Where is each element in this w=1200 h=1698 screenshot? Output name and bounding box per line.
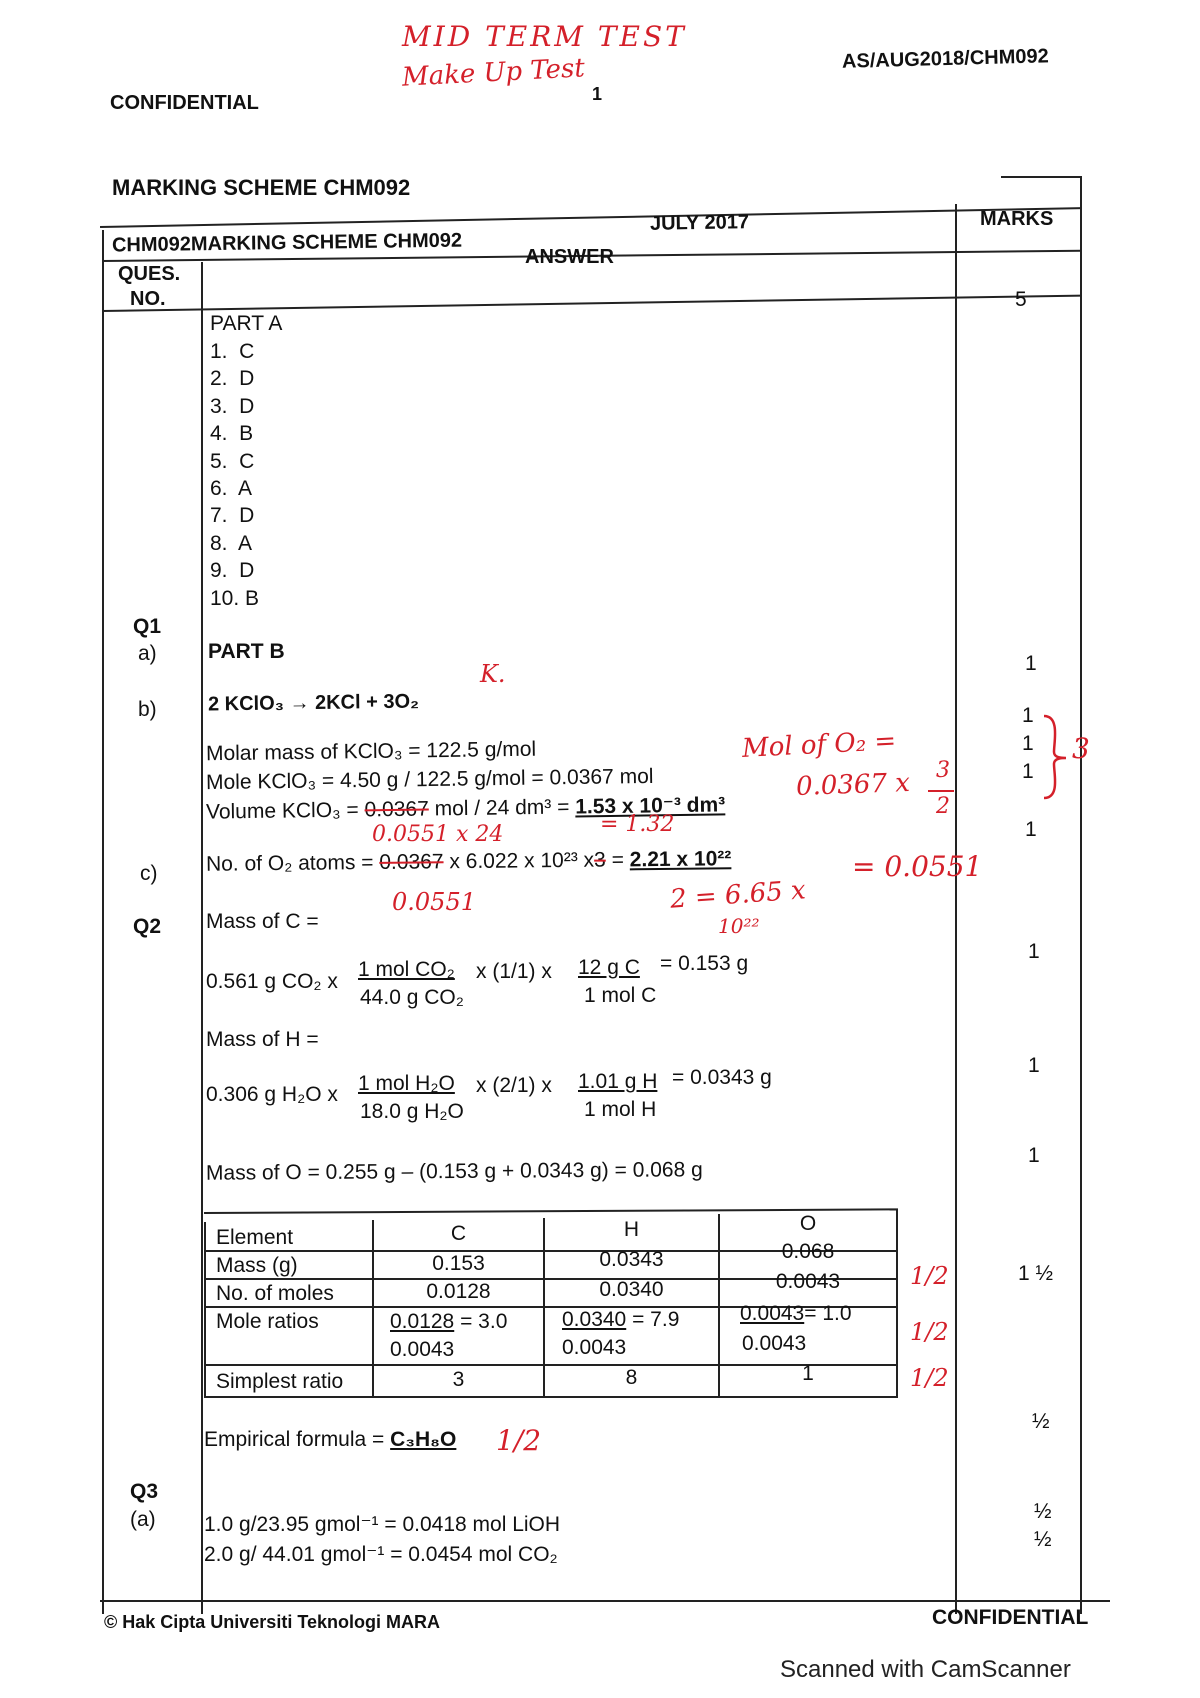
volume-mid: mol / 24 dm³ =	[428, 795, 576, 821]
handwritten-subtitle: Make Up Test	[401, 53, 586, 93]
empirical-label: Empirical formula =	[204, 1428, 391, 1451]
moles-c-cell: 0.0128	[426, 1280, 491, 1303]
ratio-o-den: 0.0043	[742, 1332, 807, 1355]
marks-column-divider	[955, 204, 957, 1614]
no-o2-struck-factor: 3	[593, 848, 606, 872]
ratio-o-num: 0.0043	[740, 1302, 805, 1325]
element-table-mark: 1 ½	[1018, 1262, 1054, 1285]
q1-b-mark-1: 1	[1022, 704, 1034, 727]
document-code: AS/AUG2018/CHM092	[841, 45, 1049, 73]
annotation-ten-22: 10²²	[718, 914, 760, 938]
ratio-c-den: 0.0043	[390, 1338, 455, 1361]
mole-line: Mole KClO₃ = 4.50 g / 122.5 g/mol = 0.0367 mol	[205, 764, 654, 795]
part-a-answer: 9. D	[210, 559, 255, 583]
no-o2-struck-value: 0.0367	[379, 850, 444, 874]
q1-label: Q1	[133, 615, 162, 638]
part-a-answer: 4. B	[210, 422, 254, 446]
element-header-label: Element	[216, 1226, 294, 1249]
empirical-formula: C₃H₈O	[390, 1428, 457, 1451]
molar-mass-line: Molar mass of KClO₃ = 122.5 g/mol	[205, 737, 537, 766]
page-number: 1	[592, 84, 603, 104]
mass-c-frac2-num: 12 g C	[578, 956, 640, 979]
confidential-header: CONFIDENTIAL	[110, 92, 259, 114]
volume-struck-value: 0.0367	[364, 797, 429, 822]
empirical-formula-line	[204, 1428, 456, 1452]
table-header-bottom	[102, 295, 1082, 312]
mass-c-prefix: 0.561 g CO₂ x	[206, 970, 338, 993]
mass-h-mark: 1	[1028, 1054, 1040, 1077]
ratio-o-result: = 1.0	[804, 1302, 852, 1325]
footer-rule	[100, 1600, 1110, 1602]
q3-line-1: 1.0 g/23.95 gmol⁻¹ = 0.0418 mol LiOH	[204, 1513, 561, 1536]
element-table-bottom	[204, 1396, 898, 1398]
simplest-row-label: Simplest ratio	[216, 1370, 344, 1393]
annotation-vol-calc: 0.0551 x 24	[372, 822, 504, 847]
annotation-half-simplest: 1/2	[910, 1364, 949, 1392]
annotation-no-calc: 0.0551	[392, 888, 476, 916]
part-a-answer: 8. A	[210, 531, 253, 555]
marks-top-border	[1001, 176, 1081, 178]
annotation-mol-result: = 0.0551	[852, 850, 983, 883]
answer-column-header: ANSWER	[525, 246, 614, 268]
ratio-h-num: 0.0340	[562, 1308, 627, 1331]
q3-line-2: 2.0 g/ 44.01 gmol⁻¹ = 0.0454 mol CO₂	[204, 1543, 558, 1566]
annotation-half-ratio: 1/2	[910, 1318, 949, 1346]
part-a-answer-list	[210, 340, 259, 614]
ratio-h-result: = 7.9	[632, 1308, 680, 1331]
mass-h-frac2-den: 1 mol H	[584, 1098, 657, 1121]
marks-column-header: MARKS	[980, 208, 1054, 230]
table-top-border	[100, 207, 1082, 228]
ratio-c-result: = 3.0	[460, 1310, 508, 1333]
annotation-mol-calc: 0.0367 x	[795, 768, 911, 802]
annotation-frac-bar	[928, 790, 954, 792]
element-header-c: C	[450, 1222, 467, 1245]
element-header-o: O	[799, 1212, 817, 1235]
mass-c-frac2-den: 1 mol C	[584, 984, 657, 1007]
part-a-marks: 5	[1015, 288, 1027, 311]
part-b-heading: PART B	[208, 640, 285, 663]
q3-part-label: (a)	[130, 1508, 156, 1531]
annotation-mol-of-o2: Mol of O₂ =	[741, 725, 897, 765]
no-o2-prefix: No. of O₂ atoms =	[205, 850, 380, 876]
copyright-text: © Hak Cipta Universiti Teknologi MARA	[104, 1612, 440, 1632]
mass-h-cell: 0.0343	[599, 1248, 664, 1271]
mass-c-frac1-num: 1 mol CO₂	[358, 958, 455, 981]
q1-c-mark: 1	[1025, 818, 1037, 841]
part-a-heading: PART A	[210, 312, 283, 335]
simplest-c-cell: 3	[452, 1368, 465, 1391]
empirical-mark: ½	[1032, 1410, 1050, 1433]
q1-b-mark-3: 1	[1022, 760, 1034, 783]
q3-mark-1: ½	[1034, 1500, 1052, 1523]
part-a-answer: 1. C	[210, 340, 255, 363]
q1-b-mark-2: 1	[1022, 732, 1034, 755]
mass-c-frac1-den: 44.0 g CO₂	[360, 986, 464, 1009]
moles-row-label: No. of moles	[216, 1282, 334, 1305]
annotation-avogadro-result: 2 = 6.65 x	[669, 875, 807, 915]
element-table-col-4	[896, 1210, 898, 1398]
confidential-footer: CONFIDENTIAL	[932, 1606, 1089, 1629]
part-a-answer: 3. D	[210, 394, 255, 418]
q3-mark-2: ½	[1034, 1528, 1052, 1551]
mass-c-ratio: x (1/1) x	[476, 960, 552, 983]
element-header-h: H	[623, 1218, 640, 1241]
annotation-brace-total: 3	[1072, 732, 1090, 765]
scheme-label: CHM092MARKING SCHEME CHM092	[111, 229, 463, 257]
ques-column-divider	[201, 262, 203, 1614]
no-header: NO.	[130, 288, 166, 310]
ques-header: QUES.	[118, 263, 181, 285]
mass-h-frac1-num: 1 mol H₂O	[358, 1072, 455, 1095]
moles-h-cell: 0.0340	[599, 1278, 664, 1301]
mass-c-result: = 0.153 g	[660, 952, 749, 975]
mass-h-frac2-num: 1.01 g H	[578, 1070, 658, 1093]
mass-c-heading: Mass of C =	[206, 910, 319, 933]
mass-c-mark: 1	[1028, 940, 1040, 963]
annotation-k: K.	[480, 660, 506, 688]
part-a-answer: 2. D	[210, 367, 255, 391]
marks-brace	[1040, 712, 1070, 802]
q1-c-label: c)	[140, 862, 158, 885]
annotation-frac-den: 2	[936, 794, 950, 819]
simplest-o-cell: 1	[802, 1362, 814, 1385]
exam-date: JULY 2017	[649, 211, 750, 235]
annotation-half-mass: 1/2	[910, 1262, 949, 1290]
q1-b-label: b)	[138, 698, 157, 721]
mass-o-mark: 1	[1028, 1144, 1040, 1167]
q1-a-label: a)	[138, 642, 157, 665]
simplest-h-cell: 8	[625, 1366, 638, 1389]
q2-label: Q2	[133, 915, 162, 938]
mass-h-heading: Mass of H =	[206, 1028, 319, 1051]
part-a-answer: 6. A	[210, 476, 253, 500]
mass-h-frac1-den: 18.0 g H₂O	[360, 1100, 464, 1123]
no-o2-answer: 2.21 x 10²²	[629, 847, 732, 872]
annotation-frac-num: 3	[936, 758, 950, 783]
table-left-border	[102, 230, 104, 1614]
part-a-answer: 7. D	[210, 504, 255, 528]
ratio-c-num: 0.0128	[390, 1310, 455, 1333]
annotation-half-empirical: 1/2	[496, 1424, 542, 1457]
scanner-watermark: Scanned with CamScanner	[780, 1656, 1071, 1683]
mass-row-label: Mass (g)	[216, 1254, 298, 1277]
moles-o-cell: 0.0043	[775, 1270, 841, 1293]
handwritten-title: MID TERM TEST	[402, 20, 687, 53]
mass-h-result: = 0.0343 g	[672, 1066, 772, 1089]
mass-o-line: Mass of O = 0.255 g – (0.153 g + 0.0343 g) = 0.068 g	[205, 1158, 703, 1185]
annotation-vol-result: = 1.32	[600, 812, 675, 837]
volume-prefix: Volume KClO₃ =	[205, 798, 365, 824]
part-a-answer: 10. B	[210, 586, 260, 610]
part-a-answer: 5. C	[210, 449, 255, 473]
mass-c-cell: 0.153	[432, 1252, 485, 1275]
ratio-h-den: 0.0043	[562, 1336, 627, 1359]
no-o2-equals: =	[605, 848, 630, 872]
no-o2-mid: x 6.022 x 10²³ x	[443, 848, 595, 874]
reaction-equation: 2 KClO₃ → 2KCl + 3O₂	[207, 690, 420, 716]
volume-answer: 1.53 x 10⁻³ dm³	[575, 793, 726, 819]
mass-h-ratio: x (2/1) x	[476, 1074, 552, 1097]
ratio-row-label: Mole ratios	[216, 1310, 319, 1333]
page-title: MARKING SCHEME CHM092	[112, 175, 411, 200]
table-right-border	[1080, 176, 1082, 1614]
mass-o-cell: 0.068	[781, 1240, 835, 1263]
q3-label: Q3	[130, 1480, 159, 1503]
no-of-o2-line	[206, 847, 732, 876]
mass-h-prefix: 0.306 g H₂O x	[206, 1083, 338, 1106]
q1-a-mark: 1	[1025, 652, 1037, 675]
element-table-col-0	[204, 1222, 206, 1398]
